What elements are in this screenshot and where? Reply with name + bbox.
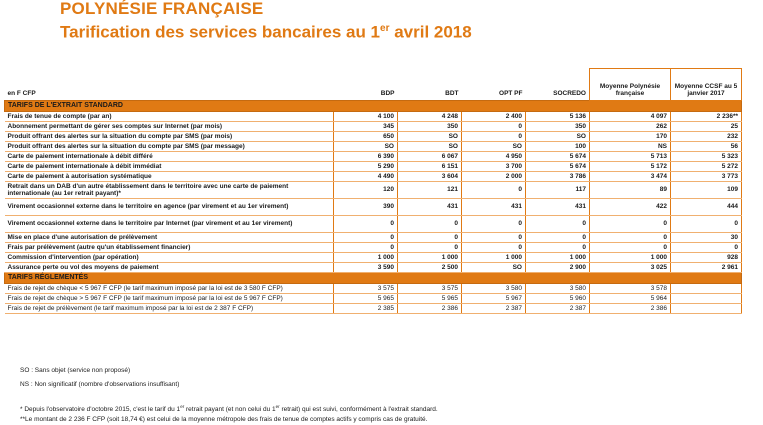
tariff-table bbox=[4, 68, 742, 314]
table-row bbox=[5, 142, 742, 152]
row-label: Abonnement permettant de gérer ses comptes sur Internet (par mois) bbox=[5, 122, 334, 132]
row-value: 5 290 bbox=[334, 162, 398, 172]
table-row bbox=[5, 216, 742, 233]
row-value: SO bbox=[398, 132, 462, 142]
row-value: 4 950 bbox=[462, 152, 526, 162]
note-so: SO : Sans objet (service non proposé) bbox=[20, 367, 131, 374]
row-value: 1 000 bbox=[526, 253, 590, 263]
row-label: Carte de paiement internationale à débit immédiat bbox=[5, 162, 334, 172]
row-value bbox=[671, 294, 742, 304]
row-value: 5 713 bbox=[590, 152, 671, 162]
table-row bbox=[5, 172, 742, 182]
row-value: 2 000 bbox=[462, 172, 526, 182]
column-header: Moyenne CCSF au 5 janvier 2017 bbox=[671, 69, 742, 101]
row-value: 3 575 bbox=[334, 284, 398, 294]
row-value: 0 bbox=[398, 233, 462, 243]
row-value: 5 674 bbox=[526, 162, 590, 172]
row-label: Assurance perte ou vol des moyens de paiement bbox=[5, 263, 334, 273]
note-star1 bbox=[20, 404, 438, 413]
row-value: 121 bbox=[398, 182, 462, 199]
row-value bbox=[671, 284, 742, 294]
table-row bbox=[5, 263, 742, 273]
row-value: 0 bbox=[671, 216, 742, 233]
table-row bbox=[5, 233, 742, 243]
row-value: 928 bbox=[671, 253, 742, 263]
row-value: 0 bbox=[526, 233, 590, 243]
table-row bbox=[5, 199, 742, 216]
row-label: Frais de tenue de compte (par an) bbox=[5, 112, 334, 122]
row-value: 0 bbox=[462, 233, 526, 243]
row-value: 5 172 bbox=[590, 162, 671, 172]
row-value: 0 bbox=[590, 233, 671, 243]
table-row bbox=[5, 182, 742, 199]
row-value: 170 bbox=[590, 132, 671, 142]
row-value: 232 bbox=[671, 132, 742, 142]
row-value: 5 674 bbox=[526, 152, 590, 162]
row-label: Frais de rejet de chèque > 5 967 F CFP (le tarif maximum imposé par la loi est de 5 967 F CFP) bbox=[5, 294, 334, 304]
column-header: Moyenne Polynésie française bbox=[590, 69, 671, 101]
row-value: 2 386 bbox=[590, 304, 671, 314]
note-ns: NS : Non significatif (nombre d'observations insuffisant) bbox=[20, 381, 180, 388]
row-value: SO bbox=[398, 142, 462, 152]
row-value: 0 bbox=[526, 216, 590, 233]
row-value: 1 000 bbox=[398, 253, 462, 263]
row-value: 120 bbox=[334, 182, 398, 199]
section-standard bbox=[5, 101, 742, 273]
row-value: 0 bbox=[462, 216, 526, 233]
note-star2: **Le montant de 2 236 F CFP (soit 18,74 €) est celui de la moyenne métropole des frais de tenue de comptes actifs y compris cas de gratuité. bbox=[20, 416, 428, 423]
row-value: 0 bbox=[334, 243, 398, 253]
row-value: 30 bbox=[671, 233, 742, 243]
row-label: Frais de rejet de prélèvement (le tarif maximum imposé par la loi est de 2 387 F CFP) bbox=[5, 304, 334, 314]
row-value: 89 bbox=[590, 182, 671, 199]
row-value: 1 000 bbox=[462, 253, 526, 263]
row-value: 350 bbox=[526, 122, 590, 132]
row-label: Frais par prélèvement (autre qu'un établissement financier) bbox=[5, 243, 334, 253]
row-value: 2 961 bbox=[671, 263, 742, 273]
note-sup: er bbox=[180, 404, 185, 409]
row-value: 0 bbox=[462, 182, 526, 199]
table-header-row bbox=[5, 69, 742, 101]
row-value: 5 272 bbox=[671, 162, 742, 172]
row-value: 0 bbox=[526, 243, 590, 253]
row-value: 3 580 bbox=[462, 284, 526, 294]
subtitle-sup: er bbox=[380, 23, 390, 34]
column-header: BDP bbox=[380, 89, 395, 97]
row-label: Commission d'intervention (par opération) bbox=[5, 253, 334, 263]
row-value: 2 900 bbox=[526, 263, 590, 273]
row-value: SO bbox=[462, 263, 526, 273]
row-value: SO bbox=[334, 142, 398, 152]
row-value: 650 bbox=[334, 132, 398, 142]
row-value: 5 965 bbox=[334, 294, 398, 304]
row-label: Virement occasionnel externe dans le territoire par Internet (par virement et au 1er virement) bbox=[5, 216, 334, 233]
row-value: NS bbox=[590, 142, 671, 152]
row-value: 2 387 bbox=[526, 304, 590, 314]
row-value: 3 786 bbox=[526, 172, 590, 182]
column-header: OPT PF bbox=[499, 89, 523, 97]
row-value: 25 bbox=[671, 122, 742, 132]
table-row bbox=[5, 162, 742, 172]
row-value: 5 964 bbox=[590, 294, 671, 304]
row-value: 2 400 bbox=[462, 112, 526, 122]
row-value: 345 bbox=[334, 122, 398, 132]
row-value: 4 248 bbox=[398, 112, 462, 122]
row-value: 0 bbox=[398, 243, 462, 253]
row-value: 6 067 bbox=[398, 152, 462, 162]
row-value: 5 967 bbox=[462, 294, 526, 304]
row-value: 4 490 bbox=[334, 172, 398, 182]
row-value: 0 bbox=[590, 243, 671, 253]
note-text: retrait payant (et non celui du 1 bbox=[184, 406, 276, 414]
row-value: 350 bbox=[398, 122, 462, 132]
column-header: BDT bbox=[445, 89, 459, 97]
row-value: 56 bbox=[671, 142, 742, 152]
row-value: 100 bbox=[526, 142, 590, 152]
table-row bbox=[5, 122, 742, 132]
table-row bbox=[5, 243, 742, 253]
row-value: 2 385 bbox=[334, 304, 398, 314]
row-value: 0 bbox=[334, 233, 398, 243]
note-sup: er bbox=[275, 404, 280, 409]
row-value: 4 097 bbox=[590, 112, 671, 122]
note-text: retrait) qui est suivi, conformément à l'extrait standard. bbox=[279, 406, 438, 414]
section-title: TARIFS RÉGLEMENTÉS bbox=[5, 273, 742, 284]
row-value: SO bbox=[526, 132, 590, 142]
row-value: 3 578 bbox=[590, 284, 671, 294]
row-value: 0 bbox=[334, 216, 398, 233]
row-value: 0 bbox=[590, 216, 671, 233]
row-value: 109 bbox=[671, 182, 742, 199]
table-row bbox=[5, 152, 742, 162]
table-row bbox=[5, 253, 742, 263]
row-label: Produit offrant des alertes sur la situation du compte par SMS (par message) bbox=[5, 142, 334, 152]
row-value: 3 604 bbox=[398, 172, 462, 182]
row-value: 117 bbox=[526, 182, 590, 199]
row-value: 3 580 bbox=[526, 284, 590, 294]
unit-label: en F CFP bbox=[7, 89, 36, 97]
row-value: SO bbox=[462, 142, 526, 152]
page-subtitle bbox=[60, 18, 472, 44]
row-label: Carte de paiement internationale à débit différé bbox=[5, 152, 334, 162]
row-value: 3 700 bbox=[462, 162, 526, 172]
row-label: Frais de rejet de chèque < 5 967 F CFP (le tarif maximum imposé par la loi est de 3 580 F CFP) bbox=[5, 284, 334, 294]
table-row bbox=[5, 304, 742, 314]
page-title: POLYNÉSIE FRANÇAISE bbox=[60, 0, 264, 18]
row-value: 431 bbox=[462, 199, 526, 216]
section-regulated bbox=[5, 273, 742, 314]
row-value: 0 bbox=[462, 132, 526, 142]
row-value: 0 bbox=[462, 243, 526, 253]
row-value: 431 bbox=[526, 199, 590, 216]
row-value: 422 bbox=[590, 199, 671, 216]
row-value: 2 387 bbox=[462, 304, 526, 314]
row-value: 390 bbox=[334, 199, 398, 216]
note-text: * Depuis l'observatoire d'octobre 2015, c'est le tarif du 1 bbox=[20, 406, 181, 414]
row-label: Virement occasionnel externe dans le territoire en agence (par virement et au 1er virement) bbox=[5, 199, 334, 216]
row-value: 3 773 bbox=[671, 172, 742, 182]
row-label: Produit offrant des alertes sur la situation du compte par SMS (par mois) bbox=[5, 132, 334, 142]
row-value: 0 bbox=[462, 122, 526, 132]
row-value: 262 bbox=[590, 122, 671, 132]
row-value: 2 386 bbox=[398, 304, 462, 314]
row-value: 5 960 bbox=[526, 294, 590, 304]
row-value: 3 474 bbox=[590, 172, 671, 182]
row-value: 5 323 bbox=[671, 152, 742, 162]
row-value bbox=[671, 304, 742, 314]
row-value: 4 100 bbox=[334, 112, 398, 122]
row-value: 2 236** bbox=[671, 112, 742, 122]
row-value: 6 390 bbox=[334, 152, 398, 162]
row-value: 3 575 bbox=[398, 284, 462, 294]
row-label: Carte de paiement à autorisation systématique bbox=[5, 172, 334, 182]
row-value: 1 000 bbox=[590, 253, 671, 263]
row-value: 3 590 bbox=[334, 263, 398, 273]
row-value: 431 bbox=[398, 199, 462, 216]
row-value: 1 000 bbox=[334, 253, 398, 263]
row-value: 0 bbox=[398, 216, 462, 233]
row-value: 6 151 bbox=[398, 162, 462, 172]
row-value: 0 bbox=[671, 243, 742, 253]
row-label: Retrait dans un DAB d'un autre établissement dans le territoire avec une carte de paiement internationale (au 1er retrait payant)* bbox=[5, 182, 334, 199]
row-label: Mise en place d'une autorisation de prélèvement bbox=[5, 233, 334, 243]
table-row bbox=[5, 132, 742, 142]
subtitle-date: avril 2018 bbox=[389, 22, 472, 42]
section-title: TARIFS DE L'EXTRAIT STANDARD bbox=[5, 101, 742, 112]
table-row bbox=[5, 112, 742, 122]
row-value: 5 136 bbox=[526, 112, 590, 122]
table-row bbox=[5, 294, 742, 304]
row-value: 3 025 bbox=[590, 263, 671, 273]
column-header: SOCREDO bbox=[553, 89, 586, 97]
row-value: 5 965 bbox=[398, 294, 462, 304]
row-value: 444 bbox=[671, 199, 742, 216]
subtitle-text: Tarification des services bancaires au 1 bbox=[60, 22, 381, 42]
row-value: 2 500 bbox=[398, 263, 462, 273]
table-row bbox=[5, 284, 742, 294]
